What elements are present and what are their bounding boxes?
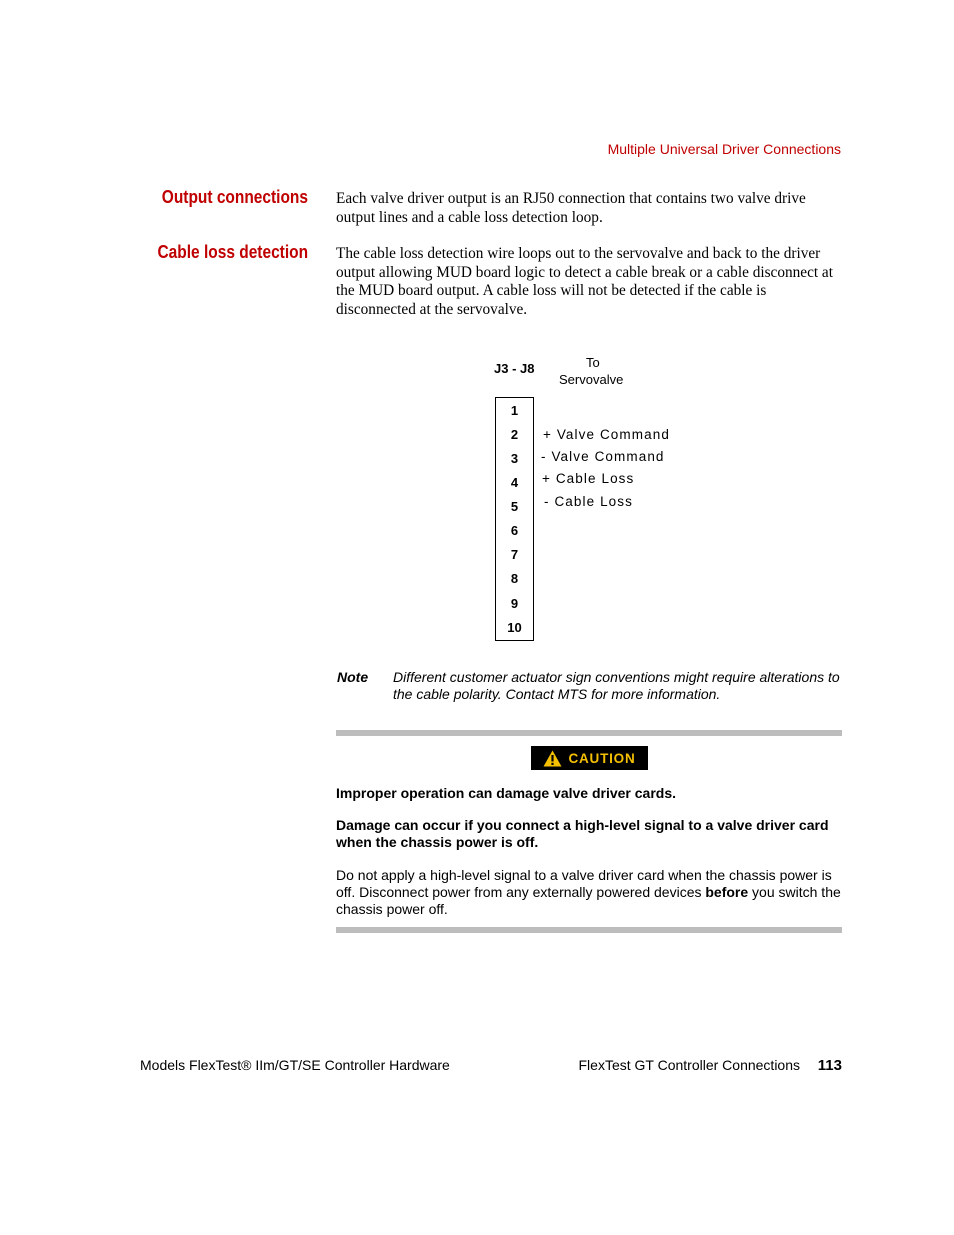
page-number: 113 [817, 1057, 842, 1074]
note-label: Note [337, 669, 369, 685]
pin-number: 5 [510, 499, 519, 514]
footer-left: Models FlexTest® IIm/GT/SE Controller Hardware [140, 1057, 450, 1073]
running-head: Multiple Universal Driver Connections [607, 141, 841, 157]
pin-number: 3 [510, 451, 519, 466]
section-body-output-connections: Each valve driver output is an RJ50 connection that contains two valve drive output lines and a cable loss detection loop. [336, 190, 806, 226]
signal-label: + Valve Command [543, 427, 670, 442]
caution-label: CAUTION [568, 750, 636, 766]
pin-number: 10 [507, 620, 522, 635]
section-body-cable-loss-detection: The cable loss detection wire loops out to the servovalve and back to the driver output allowing MUD board logic to detect a cable break or a cable disconnect at the MUD board output. A cable loss will not be detected if the cable is disconnected at the servovalve. [336, 245, 833, 318]
caution-line1: Improper operation can damage valve driver cards. [336, 785, 677, 801]
signal-label: - Cable Loss [544, 494, 633, 509]
footer-right: FlexTest GT Controller Connections [578, 1057, 800, 1073]
section-heading-output-connections: Output connections [161, 187, 308, 207]
signal-label: + Cable Loss [542, 471, 635, 486]
pin-number: 4 [510, 475, 519, 490]
pin-number: 7 [510, 547, 519, 562]
to-label-line1: To [586, 355, 600, 370]
pin-number: 2 [510, 427, 519, 442]
pin-number: 8 [510, 571, 519, 586]
pin-number: 9 [510, 596, 519, 611]
caution-body-part1: Do not apply a high-level signal to a valve driver card when the chassis power is off. Disconnect power from any externally powered devices [336, 867, 832, 900]
caution-top-rule [336, 730, 842, 736]
caution-bottom-rule [336, 927, 842, 933]
caution-body-part2: you switch the chassis power off. [336, 884, 841, 917]
connector-label: J3 - J8 [494, 361, 535, 376]
caution-body [336, 867, 844, 918]
section-heading-cable-loss-detection: Cable loss detection [157, 242, 308, 262]
signal-label: - Valve Command [541, 449, 665, 464]
warning-triangle-icon [543, 750, 562, 767]
to-label-line2: Servovalve [559, 372, 624, 387]
caution-body-bold: before [705, 884, 749, 900]
pin-number: 1 [510, 403, 519, 418]
note-text: Different customer actuator sign conventions might require alterations to the cable polarity. Contact MTS for more information. [393, 669, 840, 702]
caution-badge [531, 746, 648, 770]
pin-number: 6 [510, 523, 519, 538]
caution-line2: Damage can occur if you connect a high-level signal to a valve driver card when the chassis power is off. [336, 817, 829, 850]
pin-box [495, 397, 534, 641]
